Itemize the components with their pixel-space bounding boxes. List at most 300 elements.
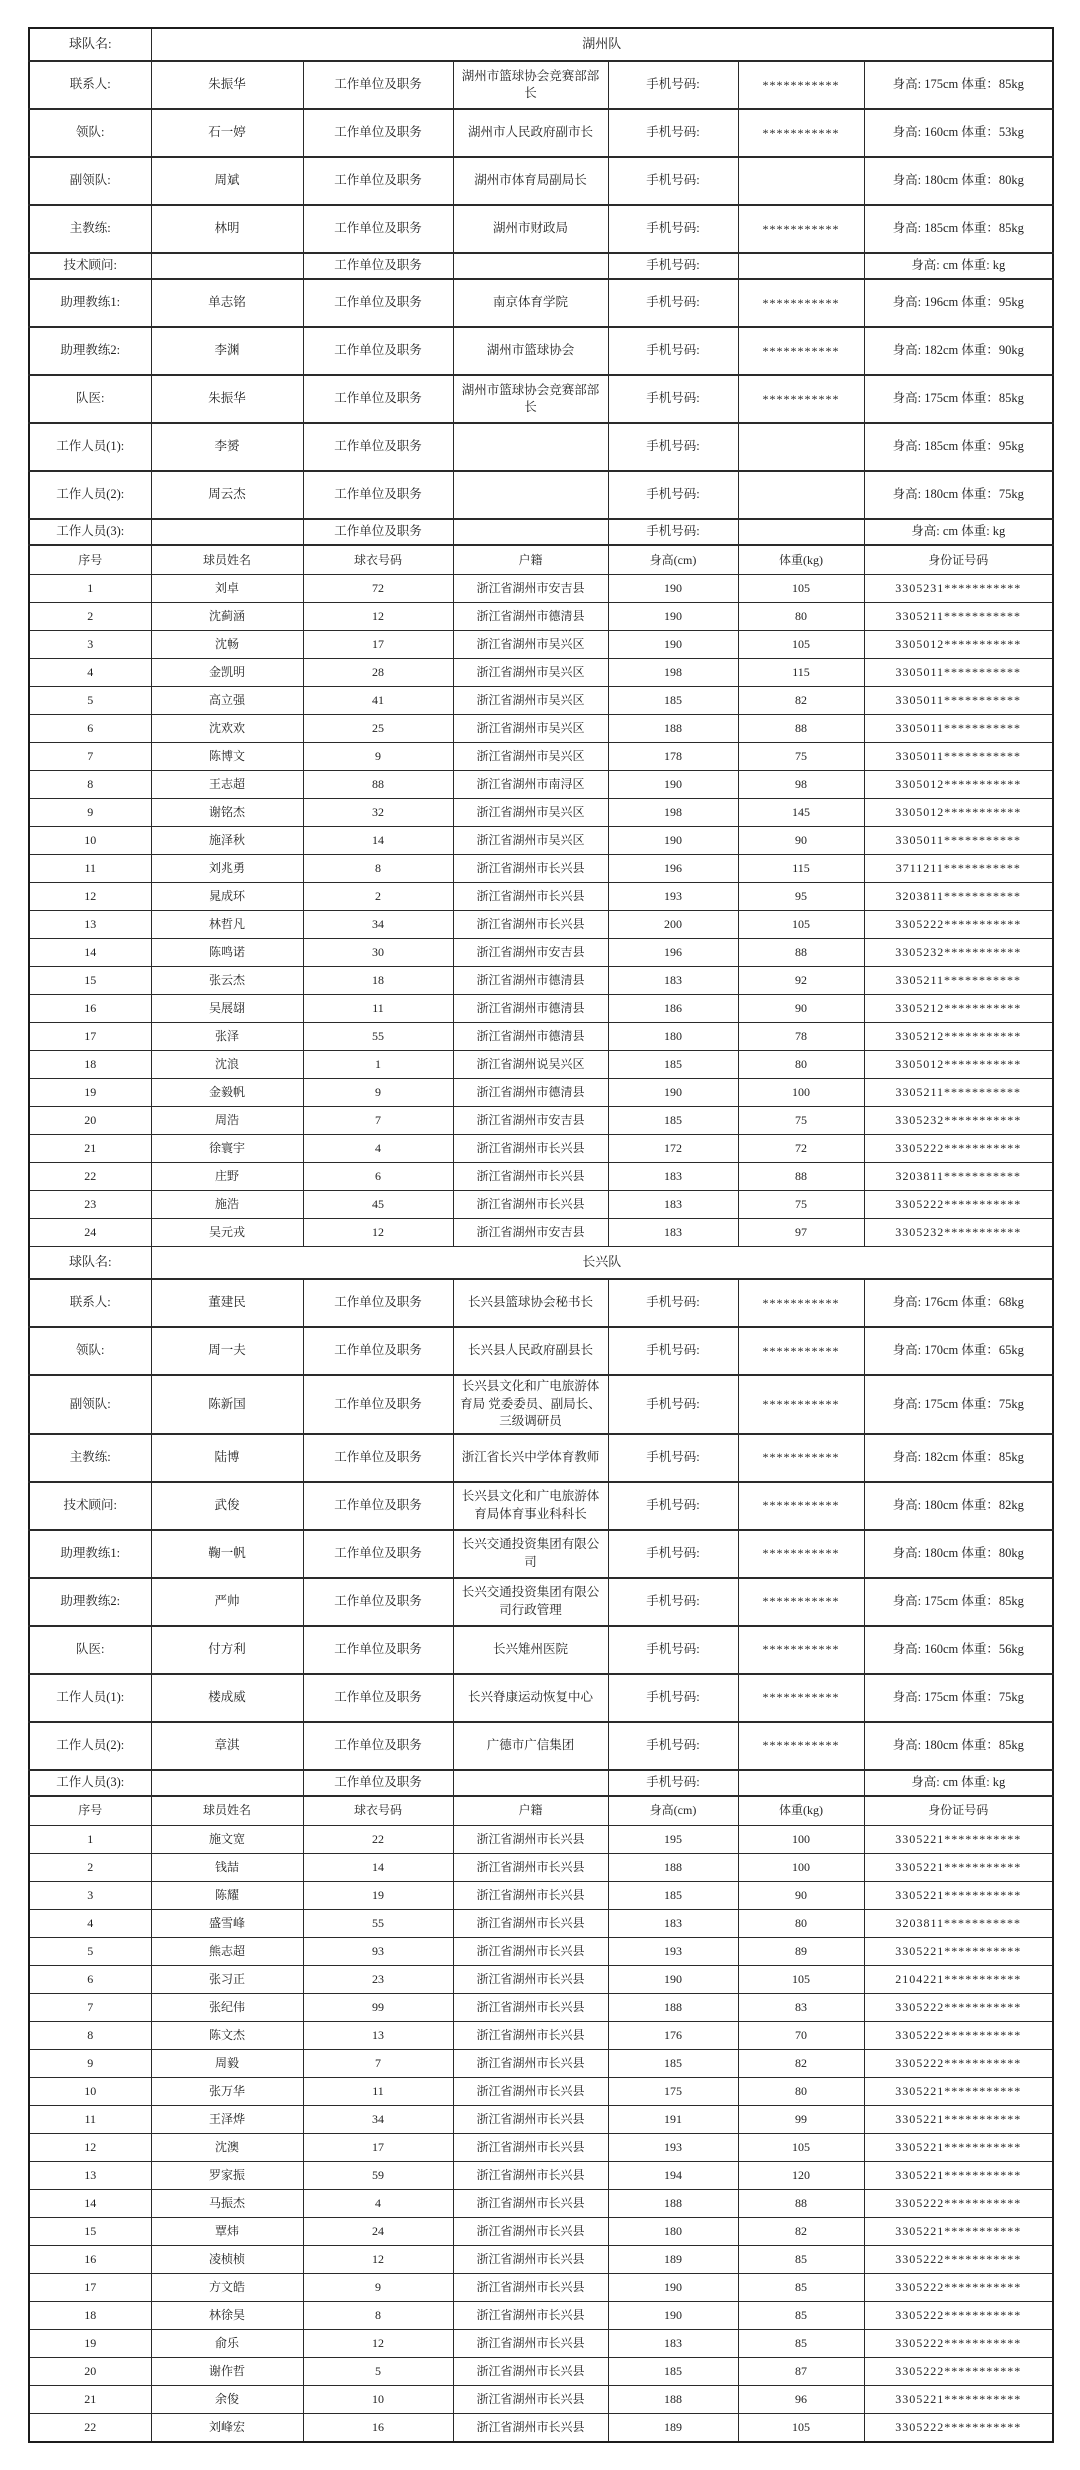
player-weight: 89 <box>738 1937 864 1965</box>
player-name: 沈畅 <box>151 631 303 659</box>
staff-unit-label: 工作单位及职务 <box>303 1434 453 1482</box>
player-height: 193 <box>608 883 738 911</box>
player-row <box>29 2245 1053 2273</box>
player-row <box>29 2385 1053 2413</box>
staff-row <box>29 1482 1053 1530</box>
staff-name: 陆博 <box>151 1434 303 1482</box>
players-header-cell: 户籍 <box>453 545 608 575</box>
staff-role-label: 领队: <box>29 1327 151 1375</box>
staff-height-weight: 身高: 160cm 体重：56kg <box>864 1626 1053 1674</box>
staff-unit-value <box>453 471 608 519</box>
player-name: 周毅 <box>151 2049 303 2077</box>
staff-unit-value: 湖州市人民政府副市长 <box>453 109 608 157</box>
player-no: 4 <box>29 659 151 687</box>
staff-name <box>151 1770 303 1796</box>
staff-height-weight: 身高: 182cm 体重：85kg <box>864 1434 1053 1482</box>
staff-name: 董建民 <box>151 1279 303 1327</box>
players-header-cell: 球员姓名 <box>151 1796 303 1826</box>
player-height: 190 <box>608 631 738 659</box>
player-jersey: 55 <box>303 1909 453 1937</box>
player-height: 180 <box>608 1023 738 1051</box>
player-residence: 浙江省湖州市德清县 <box>453 1023 608 1051</box>
player-id: 3305232*********** <box>864 939 1053 967</box>
player-height: 185 <box>608 2357 738 2385</box>
player-weight: 96 <box>738 2385 864 2413</box>
staff-name: 陈新国 <box>151 1375 303 1434</box>
player-residence: 浙江省湖州市长兴县 <box>453 1191 608 1219</box>
player-name: 徐寰宇 <box>151 1135 303 1163</box>
player-no: 21 <box>29 1135 151 1163</box>
staff-phone-value: *********** <box>738 1530 864 1578</box>
staff-height-weight: 身高: 170cm 体重：65kg <box>864 1327 1053 1375</box>
staff-height-weight: 身高: 175cm 体重：75kg <box>864 1375 1053 1434</box>
player-weight: 70 <box>738 2021 864 2049</box>
staff-phone-label: 手机号码: <box>608 1578 738 1626</box>
player-height: 178 <box>608 743 738 771</box>
player-jersey: 24 <box>303 2217 453 2245</box>
player-name: 沈澳 <box>151 2133 303 2161</box>
player-height: 183 <box>608 1191 738 1219</box>
player-residence: 浙江省湖州市吴兴区 <box>453 687 608 715</box>
player-residence: 浙江省湖州市德清县 <box>453 1079 608 1107</box>
staff-name: 石一婷 <box>151 109 303 157</box>
player-weight: 80 <box>738 1909 864 1937</box>
player-no: 13 <box>29 911 151 939</box>
player-row <box>29 2217 1053 2245</box>
player-residence: 浙江省湖州市吴兴区 <box>453 659 608 687</box>
player-residence: 浙江省湖州市长兴县 <box>453 2413 608 2442</box>
player-jersey: 11 <box>303 995 453 1023</box>
staff-unit-label: 工作单位及职务 <box>303 1482 453 1530</box>
player-weight: 83 <box>738 1993 864 2021</box>
player-id: 3305222*********** <box>864 2357 1053 2385</box>
player-row <box>29 659 1053 687</box>
player-id: 3305222*********** <box>864 2021 1053 2049</box>
player-weight: 115 <box>738 855 864 883</box>
players-header-cell: 户籍 <box>453 1796 608 1826</box>
staff-row <box>29 519 1053 545</box>
players-header-row <box>29 1796 1053 1826</box>
staff-row <box>29 1279 1053 1327</box>
players-header-cell: 身高(cm) <box>608 545 738 575</box>
staff-name: 周云杰 <box>151 471 303 519</box>
player-height: 185 <box>608 1051 738 1079</box>
player-weight: 75 <box>738 1191 864 1219</box>
player-id: 3305011*********** <box>864 743 1053 771</box>
player-height: 188 <box>608 2385 738 2413</box>
player-id: 3305232*********** <box>864 1219 1053 1247</box>
player-row <box>29 1965 1053 1993</box>
player-weight: 145 <box>738 799 864 827</box>
staff-phone-label: 手机号码: <box>608 1530 738 1578</box>
staff-unit-value: 湖州市体育局副局长 <box>453 157 608 205</box>
player-jersey: 23 <box>303 1965 453 1993</box>
staff-phone-label: 手机号码: <box>608 327 738 375</box>
player-height: 175 <box>608 2077 738 2105</box>
staff-unit-label: 工作单位及职务 <box>303 1279 453 1327</box>
player-no: 18 <box>29 1051 151 1079</box>
staff-unit-label: 工作单位及职务 <box>303 327 453 375</box>
player-id: 3305222*********** <box>864 2245 1053 2273</box>
staff-name: 楼成威 <box>151 1674 303 1722</box>
staff-name: 鞠一帆 <box>151 1530 303 1578</box>
staff-role-label: 工作人员(3): <box>29 1770 151 1796</box>
player-no: 12 <box>29 883 151 911</box>
staff-name: 周斌 <box>151 157 303 205</box>
player-name: 张云杰 <box>151 967 303 995</box>
player-row <box>29 883 1053 911</box>
player-name: 盛雪峰 <box>151 1909 303 1937</box>
player-weight: 120 <box>738 2161 864 2189</box>
staff-unit-label: 工作单位及职务 <box>303 1530 453 1578</box>
player-row <box>29 1853 1053 1881</box>
player-row <box>29 2413 1053 2442</box>
player-name: 张习正 <box>151 1965 303 1993</box>
players-header-cell: 球衣号码 <box>303 545 453 575</box>
roster-table <box>28 27 1054 2443</box>
player-name: 谢作哲 <box>151 2357 303 2385</box>
staff-name: 李渊 <box>151 327 303 375</box>
player-no: 4 <box>29 1909 151 1937</box>
player-no: 15 <box>29 967 151 995</box>
player-name: 金凯明 <box>151 659 303 687</box>
player-jersey: 10 <box>303 2385 453 2413</box>
player-name: 陈鸣诺 <box>151 939 303 967</box>
player-weight: 100 <box>738 1079 864 1107</box>
player-residence: 浙江省湖州市长兴县 <box>453 1965 608 1993</box>
player-height: 190 <box>608 1079 738 1107</box>
staff-phone-label: 手机号码: <box>608 61 738 109</box>
staff-role-label: 队医: <box>29 375 151 423</box>
staff-unit-value: 长兴县文化和广电旅游体育局体育事业科科长 <box>453 1482 608 1530</box>
player-height: 190 <box>608 575 738 603</box>
staff-unit-value: 湖州市篮球协会 <box>453 327 608 375</box>
player-height: 190 <box>608 771 738 799</box>
staff-role-label: 助理教练1: <box>29 279 151 327</box>
staff-phone-label: 手机号码: <box>608 471 738 519</box>
player-residence: 浙江省湖州市德清县 <box>453 967 608 995</box>
player-no: 7 <box>29 743 151 771</box>
player-height: 188 <box>608 1853 738 1881</box>
player-height: 198 <box>608 799 738 827</box>
staff-phone-label: 手机号码: <box>608 1626 738 1674</box>
staff-name: 章淇 <box>151 1722 303 1770</box>
staff-role-label: 技术顾问: <box>29 253 151 279</box>
staff-name <box>151 253 303 279</box>
staff-unit-value <box>453 1770 608 1796</box>
player-weight: 105 <box>738 2133 864 2161</box>
staff-phone-label: 手机号码: <box>608 205 738 253</box>
player-residence: 浙江省湖州市长兴县 <box>453 1909 608 1937</box>
staff-height-weight: 身高: 182cm 体重：90kg <box>864 327 1053 375</box>
player-row <box>29 1107 1053 1135</box>
player-row <box>29 799 1053 827</box>
staff-unit-value: 长兴县人民政府副县长 <box>453 1327 608 1375</box>
staff-unit-label: 工作单位及职务 <box>303 253 453 279</box>
player-row <box>29 1023 1053 1051</box>
player-residence: 浙江省湖州市长兴县 <box>453 1853 608 1881</box>
player-id: 3305222*********** <box>864 2413 1053 2442</box>
player-weight: 78 <box>738 1023 864 1051</box>
players-header-cell: 体重(kg) <box>738 1796 864 1826</box>
player-no: 13 <box>29 2161 151 2189</box>
staff-phone-value: *********** <box>738 205 864 253</box>
player-residence: 浙江省湖州市安吉县 <box>453 575 608 603</box>
player-height: 185 <box>608 1107 738 1135</box>
team-name-label: 球队名: <box>29 28 151 61</box>
player-id: 3305222*********** <box>864 2049 1053 2077</box>
player-row <box>29 1135 1053 1163</box>
player-row <box>29 967 1053 995</box>
player-residence: 浙江省湖州市长兴县 <box>453 2133 608 2161</box>
player-name: 沈蓟涵 <box>151 603 303 631</box>
player-residence: 浙江省湖州市吴兴区 <box>453 827 608 855</box>
player-row <box>29 1051 1053 1079</box>
staff-unit-label: 工作单位及职务 <box>303 1722 453 1770</box>
player-row <box>29 2161 1053 2189</box>
player-row <box>29 631 1053 659</box>
staff-unit-label: 工作单位及职务 <box>303 1770 453 1796</box>
player-weight: 80 <box>738 603 864 631</box>
player-height: 196 <box>608 855 738 883</box>
player-no: 10 <box>29 2077 151 2105</box>
player-residence: 浙江省湖州市长兴县 <box>453 2049 608 2077</box>
player-name: 施浩 <box>151 1191 303 1219</box>
staff-unit-value: 长兴县篮球协会秘书长 <box>453 1279 608 1327</box>
player-jersey: 88 <box>303 771 453 799</box>
staff-role-label: 工作人员(1): <box>29 423 151 471</box>
staff-phone-label: 手机号码: <box>608 1375 738 1434</box>
player-id: 3305222*********** <box>864 2301 1053 2329</box>
staff-unit-label: 工作单位及职务 <box>303 423 453 471</box>
staff-role-label: 联系人: <box>29 61 151 109</box>
staff-unit-label: 工作单位及职务 <box>303 1578 453 1626</box>
player-height: 183 <box>608 1909 738 1937</box>
staff-phone-value <box>738 471 864 519</box>
player-weight: 75 <box>738 743 864 771</box>
player-id: 3305011*********** <box>864 827 1053 855</box>
player-jersey: 9 <box>303 743 453 771</box>
player-height: 183 <box>608 967 738 995</box>
player-id: 3305011*********** <box>864 659 1053 687</box>
staff-height-weight: 身高: cm 体重: kg <box>864 519 1053 545</box>
staff-phone-value: *********** <box>738 1375 864 1434</box>
staff-row <box>29 205 1053 253</box>
staff-unit-value: 湖州市篮球协会竞赛部部长 <box>453 375 608 423</box>
player-row <box>29 2105 1053 2133</box>
staff-unit-label: 工作单位及职务 <box>303 1674 453 1722</box>
player-id: 3305222*********** <box>864 2273 1053 2301</box>
staff-unit-value: 长兴雉州医院 <box>453 1626 608 1674</box>
player-no: 17 <box>29 2273 151 2301</box>
staff-row <box>29 1530 1053 1578</box>
player-height: 196 <box>608 939 738 967</box>
player-jersey: 12 <box>303 603 453 631</box>
player-id: 3305232*********** <box>864 1107 1053 1135</box>
staff-role-label: 主教练: <box>29 1434 151 1482</box>
player-jersey: 11 <box>303 2077 453 2105</box>
staff-height-weight: 身高: 175cm 体重：75kg <box>864 1674 1053 1722</box>
staff-phone-value: *********** <box>738 1722 864 1770</box>
player-row <box>29 2273 1053 2301</box>
players-header-row <box>29 545 1053 575</box>
staff-height-weight: 身高: 160cm 体重：53kg <box>864 109 1053 157</box>
staff-role-label: 工作人员(2): <box>29 471 151 519</box>
player-height: 190 <box>608 1965 738 1993</box>
player-id: 3203811*********** <box>864 883 1053 911</box>
staff-phone-value: *********** <box>738 1482 864 1530</box>
player-id: 3305211*********** <box>864 967 1053 995</box>
player-jersey: 17 <box>303 631 453 659</box>
player-no: 10 <box>29 827 151 855</box>
players-header-cell: 体重(kg) <box>738 545 864 575</box>
staff-phone-label: 手机号码: <box>608 253 738 279</box>
player-name: 罗家振 <box>151 2161 303 2189</box>
player-residence: 浙江省湖州市长兴县 <box>453 2189 608 2217</box>
player-no: 17 <box>29 1023 151 1051</box>
player-row <box>29 2021 1053 2049</box>
staff-height-weight: 身高: 180cm 体重：75kg <box>864 471 1053 519</box>
player-height: 188 <box>608 715 738 743</box>
player-row <box>29 2189 1053 2217</box>
player-residence: 浙江省湖州市长兴县 <box>453 911 608 939</box>
player-height: 190 <box>608 2301 738 2329</box>
players-header-cell: 身份证号码 <box>864 545 1053 575</box>
player-name: 陈博文 <box>151 743 303 771</box>
player-no: 3 <box>29 1881 151 1909</box>
player-name: 凌桢桢 <box>151 2245 303 2273</box>
player-id: 3305221*********** <box>864 1853 1053 1881</box>
staff-row <box>29 375 1053 423</box>
player-jersey: 6 <box>303 1163 453 1191</box>
staff-unit-value: 南京体育学院 <box>453 279 608 327</box>
player-no: 16 <box>29 995 151 1023</box>
staff-role-label: 主教练: <box>29 205 151 253</box>
player-weight: 90 <box>738 1881 864 1909</box>
staff-unit-label: 工作单位及职务 <box>303 279 453 327</box>
staff-row <box>29 253 1053 279</box>
player-id: 2104221*********** <box>864 1965 1053 1993</box>
staff-phone-value: *********** <box>738 1434 864 1482</box>
staff-name <box>151 519 303 545</box>
staff-unit-label: 工作单位及职务 <box>303 109 453 157</box>
staff-name: 严帅 <box>151 1578 303 1626</box>
player-row <box>29 855 1053 883</box>
player-weight: 100 <box>738 1825 864 1853</box>
player-jersey: 72 <box>303 575 453 603</box>
player-name: 吴元戎 <box>151 1219 303 1247</box>
staff-unit-value <box>453 253 608 279</box>
players-header-cell: 身份证号码 <box>864 1796 1053 1826</box>
staff-unit-label: 工作单位及职务 <box>303 205 453 253</box>
player-residence: 浙江省湖州市长兴县 <box>453 883 608 911</box>
staff-phone-value: *********** <box>738 1626 864 1674</box>
player-no: 3 <box>29 631 151 659</box>
staff-unit-value: 长兴交通投资集团有限公司 <box>453 1530 608 1578</box>
staff-phone-value <box>738 519 864 545</box>
player-name: 沈浪 <box>151 1051 303 1079</box>
player-height: 190 <box>608 2273 738 2301</box>
staff-phone-value: *********** <box>738 375 864 423</box>
staff-phone-label: 手机号码: <box>608 1279 738 1327</box>
player-weight: 88 <box>738 939 864 967</box>
player-name: 王泽烨 <box>151 2105 303 2133</box>
players-header-cell: 身高(cm) <box>608 1796 738 1826</box>
staff-role-label: 助理教练1: <box>29 1530 151 1578</box>
staff-name: 李赟 <box>151 423 303 471</box>
player-residence: 浙江省湖州市德清县 <box>453 995 608 1023</box>
player-id: 3305222*********** <box>864 1191 1053 1219</box>
staff-phone-value <box>738 253 864 279</box>
player-residence: 浙江省湖州市长兴县 <box>453 2161 608 2189</box>
player-jersey: 30 <box>303 939 453 967</box>
player-jersey: 19 <box>303 1881 453 1909</box>
player-id: 3203811*********** <box>864 1163 1053 1191</box>
player-jersey: 13 <box>303 2021 453 2049</box>
staff-name: 付方利 <box>151 1626 303 1674</box>
player-jersey: 14 <box>303 1853 453 1881</box>
player-row <box>29 743 1053 771</box>
staff-phone-label: 手机号码: <box>608 1482 738 1530</box>
player-weight: 99 <box>738 2105 864 2133</box>
player-id: 3305231*********** <box>864 575 1053 603</box>
player-weight: 85 <box>738 2273 864 2301</box>
staff-phone-label: 手机号码: <box>608 519 738 545</box>
staff-role-label: 队医: <box>29 1626 151 1674</box>
player-weight: 72 <box>738 1135 864 1163</box>
staff-row <box>29 1626 1053 1674</box>
staff-name: 朱振华 <box>151 61 303 109</box>
player-residence: 浙江省湖州市长兴县 <box>453 1937 608 1965</box>
player-weight: 105 <box>738 1965 864 1993</box>
player-height: 176 <box>608 2021 738 2049</box>
player-row <box>29 2329 1053 2357</box>
player-weight: 105 <box>738 631 864 659</box>
player-no: 19 <box>29 1079 151 1107</box>
player-residence: 浙江省湖州市长兴县 <box>453 855 608 883</box>
player-weight: 85 <box>738 2329 864 2357</box>
player-height: 185 <box>608 1881 738 1909</box>
staff-row <box>29 1722 1053 1770</box>
player-row <box>29 939 1053 967</box>
player-row <box>29 603 1053 631</box>
player-weight: 85 <box>738 2245 864 2273</box>
player-weight: 87 <box>738 2357 864 2385</box>
player-height: 183 <box>608 1219 738 1247</box>
player-jersey: 59 <box>303 2161 453 2189</box>
player-residence: 浙江省湖州市德清县 <box>453 603 608 631</box>
player-id: 3305222*********** <box>864 2329 1053 2357</box>
player-residence: 浙江省湖州市南浔区 <box>453 771 608 799</box>
staff-unit-value <box>453 423 608 471</box>
player-no: 11 <box>29 855 151 883</box>
player-row <box>29 1909 1053 1937</box>
players-header-cell: 球衣号码 <box>303 1796 453 1826</box>
player-height: 185 <box>608 687 738 715</box>
roster-table-body <box>29 28 1053 2442</box>
team-name-label: 球队名: <box>29 1247 151 1280</box>
player-row <box>29 827 1053 855</box>
player-residence: 浙江省湖州市长兴县 <box>453 2385 608 2413</box>
player-no: 14 <box>29 939 151 967</box>
staff-row <box>29 61 1053 109</box>
player-no: 6 <box>29 715 151 743</box>
player-weight: 88 <box>738 715 864 743</box>
player-weight: 82 <box>738 2049 864 2077</box>
staff-phone-label: 手机号码: <box>608 1674 738 1722</box>
player-jersey: 99 <box>303 1993 453 2021</box>
player-height: 188 <box>608 2189 738 2217</box>
